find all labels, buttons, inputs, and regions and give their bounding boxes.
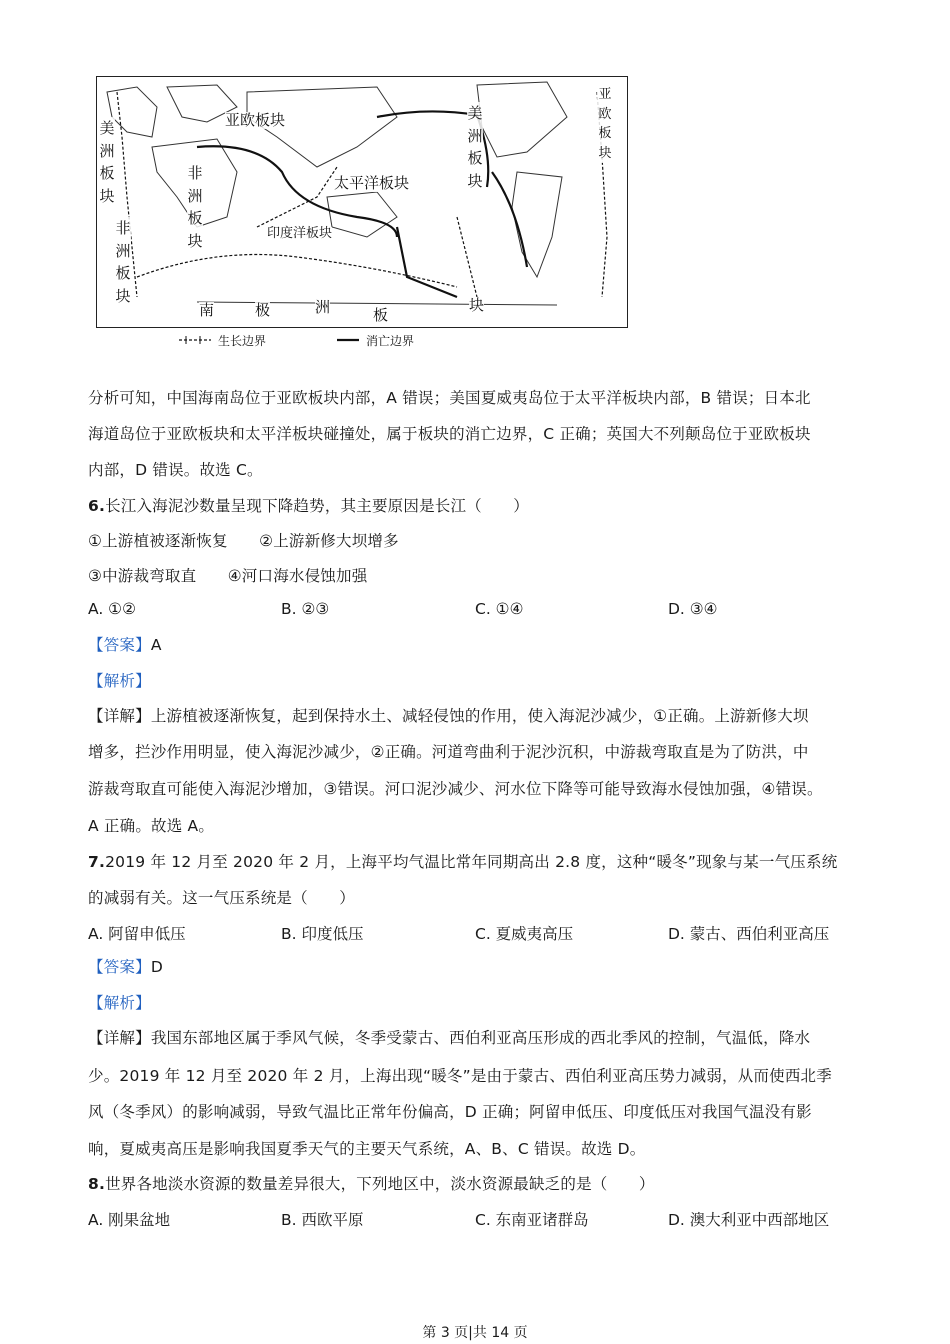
legend-growth — [178, 332, 266, 349]
q8-stem-text: 世界各地淡水资源的数量差异很大，下列地区中，淡水资源最缺乏的是（ ） — [105, 1175, 655, 1193]
q7-stem-line-1 — [88, 850, 837, 872]
growth-boundary — [457, 217, 477, 297]
label-antarctic-2: 极 — [255, 301, 271, 319]
label-antarctic-3: 洲 — [315, 298, 331, 316]
north-america-outline — [477, 82, 567, 157]
legend-subduction — [336, 332, 414, 349]
q7-detail-line-2: 少。2019 年 12 月至 2020 年 2 月，上海出现“暖冬”是由于蒙古、西伯利亚高压势力减弱，从而使西北季 — [88, 1067, 832, 1085]
q6-option-b: B. ②③ — [281, 600, 330, 618]
q7-number: 7. — [88, 853, 106, 871]
label-american-plate: 美洲板块 — [467, 102, 483, 192]
q6-option-a: A. ①② — [88, 600, 136, 618]
q7-option-d: D. 蒙古、西伯利亚高压 — [668, 925, 830, 943]
q6-items-line-2: ③中游裁弯取直 ④河口海水侵蚀加强 — [88, 567, 368, 585]
q5-analysis-line-1: 分析可知，中国海南岛位于亚欧板块内部，A 错误；美国夏威夷岛位于太平洋板块内部，B 错误；日本北 — [88, 389, 811, 407]
q8-option-b: B. 西欧平原 — [281, 1211, 364, 1229]
label-pacific-plate: 太平洋板块 — [334, 174, 410, 192]
q6-option-d: D. ③④ — [668, 600, 718, 618]
legend-subduction-label: 消亡边界 — [366, 333, 415, 348]
q6-detail-text-1: 上游植被逐渐恢复，起到保持水土、减轻侵蚀的作用，使入海泥沙减少，①正确。上游新修大坝 — [150, 707, 809, 725]
q7-detail-text-1: 我国东部地区属于季风气候，冬季受蒙古、西伯利亚高压形成的西北季风的控制，气温低，降水 — [150, 1029, 811, 1047]
q5-analysis-line-2: 海道岛位于亚欧板块和太平洋板块碰撞处，属于板块的消亡边界，C 正确；英国大不列颠岛位于亚欧板块 — [88, 425, 811, 443]
subduction-boundary — [397, 227, 457, 297]
label-american-plate-left: 美洲板块 — [99, 117, 115, 207]
q7-detail-line-1 — [88, 1026, 810, 1048]
label-african-plate: 非洲板块 — [187, 162, 203, 252]
label-african-plate-left: 非洲板块 — [115, 217, 131, 307]
q6-detail-line-1 — [88, 704, 809, 726]
subduction-boundary-icon — [336, 335, 360, 345]
q6-answer — [88, 633, 162, 655]
q6-option-c: C. ①④ — [475, 600, 524, 618]
label-indian-plate: 印度洋板块 — [267, 226, 333, 241]
legend-growth-label: 生长边界 — [218, 333, 267, 348]
q6-items-line-1: ①上游植被逐渐恢复 ②上游新修大坝增多 — [88, 532, 399, 550]
q6-detail-tag: 【详解】 — [88, 707, 151, 725]
growth-boundary — [137, 255, 457, 288]
q7-answer — [88, 955, 163, 977]
q6-detail-line-4: A 正确。故选 A。 — [88, 817, 215, 835]
q7-detail-line-4: 响，夏威夷高压是影响我国夏季天气的主要天气系统，A、B、C 错误。故选 D。 — [88, 1140, 646, 1158]
q8-stem — [88, 1172, 655, 1194]
q8-number: 8. — [88, 1175, 106, 1193]
label-antarctic-5: 块 — [469, 296, 485, 314]
label-antarctic-1: 南 — [199, 301, 215, 319]
growth-boundary — [257, 167, 337, 227]
q5-analysis-line-3: 内部，D 错误。故选 C。 — [88, 461, 263, 479]
growth-boundary-icon — [178, 335, 212, 345]
q7-detail-tag: 【详解】 — [88, 1029, 151, 1047]
q6-analysis-tag: 【解析】 — [88, 672, 151, 690]
south-america-outline — [512, 172, 562, 277]
q7-analysis-tag: 【解析】 — [88, 994, 151, 1012]
map-legend — [178, 330, 484, 350]
q7-option-a: A. 阿留申低压 — [88, 925, 186, 943]
label-eurasian-plate: 亚欧板块 — [225, 111, 286, 129]
q7-option-b: B. 印度低压 — [281, 925, 364, 943]
page-footer: 第 3 页|共 14 页 — [422, 1325, 528, 1341]
plate-map-drawing — [97, 77, 627, 327]
q6-number: 6. — [88, 497, 106, 515]
antarctica-coast — [197, 302, 557, 305]
q7-answer-tag: 【答案】 — [88, 958, 151, 976]
q6-stem-text: 长江入海泥沙数量呈现下降趋势，其主要原因是长江（ ） — [105, 497, 529, 515]
plate-map — [96, 76, 628, 328]
q6-detail-line-2: 增多，拦沙作用明显，使入海泥沙减少，②正确。河道弯曲利于泥沙沉积，中游裁弯取直是为了防洪，中 — [88, 743, 809, 761]
q6-stem — [88, 494, 529, 516]
q7-answer-value: D — [150, 958, 163, 976]
q8-option-d: D. 澳大利亚中西部地区 — [668, 1211, 830, 1229]
q7-stem-text: 2019 年 12 月至 2020 年 2 月，上海平均气温比常年同期高出 2.8 度，这种“暖冬”现象与某一气压系统 — [105, 853, 838, 871]
q8-option-c: C. 东南亚诸群岛 — [475, 1211, 589, 1229]
q6-detail-line-3: 游裁弯取直可能使入海泥沙增加，③错误。河口泥沙减少、河水位下降等可能导致海水侵蚀加强，④错误。 — [88, 780, 823, 798]
label-antarctic-4: 板 — [373, 306, 389, 324]
label-eurasian-plate-right: 亚欧板块 — [597, 85, 613, 163]
q7-detail-line-3: 风（冬季风）的影响减弱，导致气温比正常年份偏高，D 正确；阿留申低压、印度低压对我国气温没有影 — [88, 1103, 812, 1121]
q8-option-a: A. 刚果盆地 — [88, 1211, 171, 1229]
q7-stem-line-2: 的减弱有关。这一气压系统是（ ） — [88, 889, 355, 907]
q6-answer-value: A — [150, 636, 162, 654]
australia-outline — [327, 192, 397, 237]
q7-option-c: C. 夏威夷高压 — [475, 925, 574, 943]
subduction-boundary — [492, 172, 527, 267]
q6-answer-tag: 【答案】 — [88, 636, 151, 654]
